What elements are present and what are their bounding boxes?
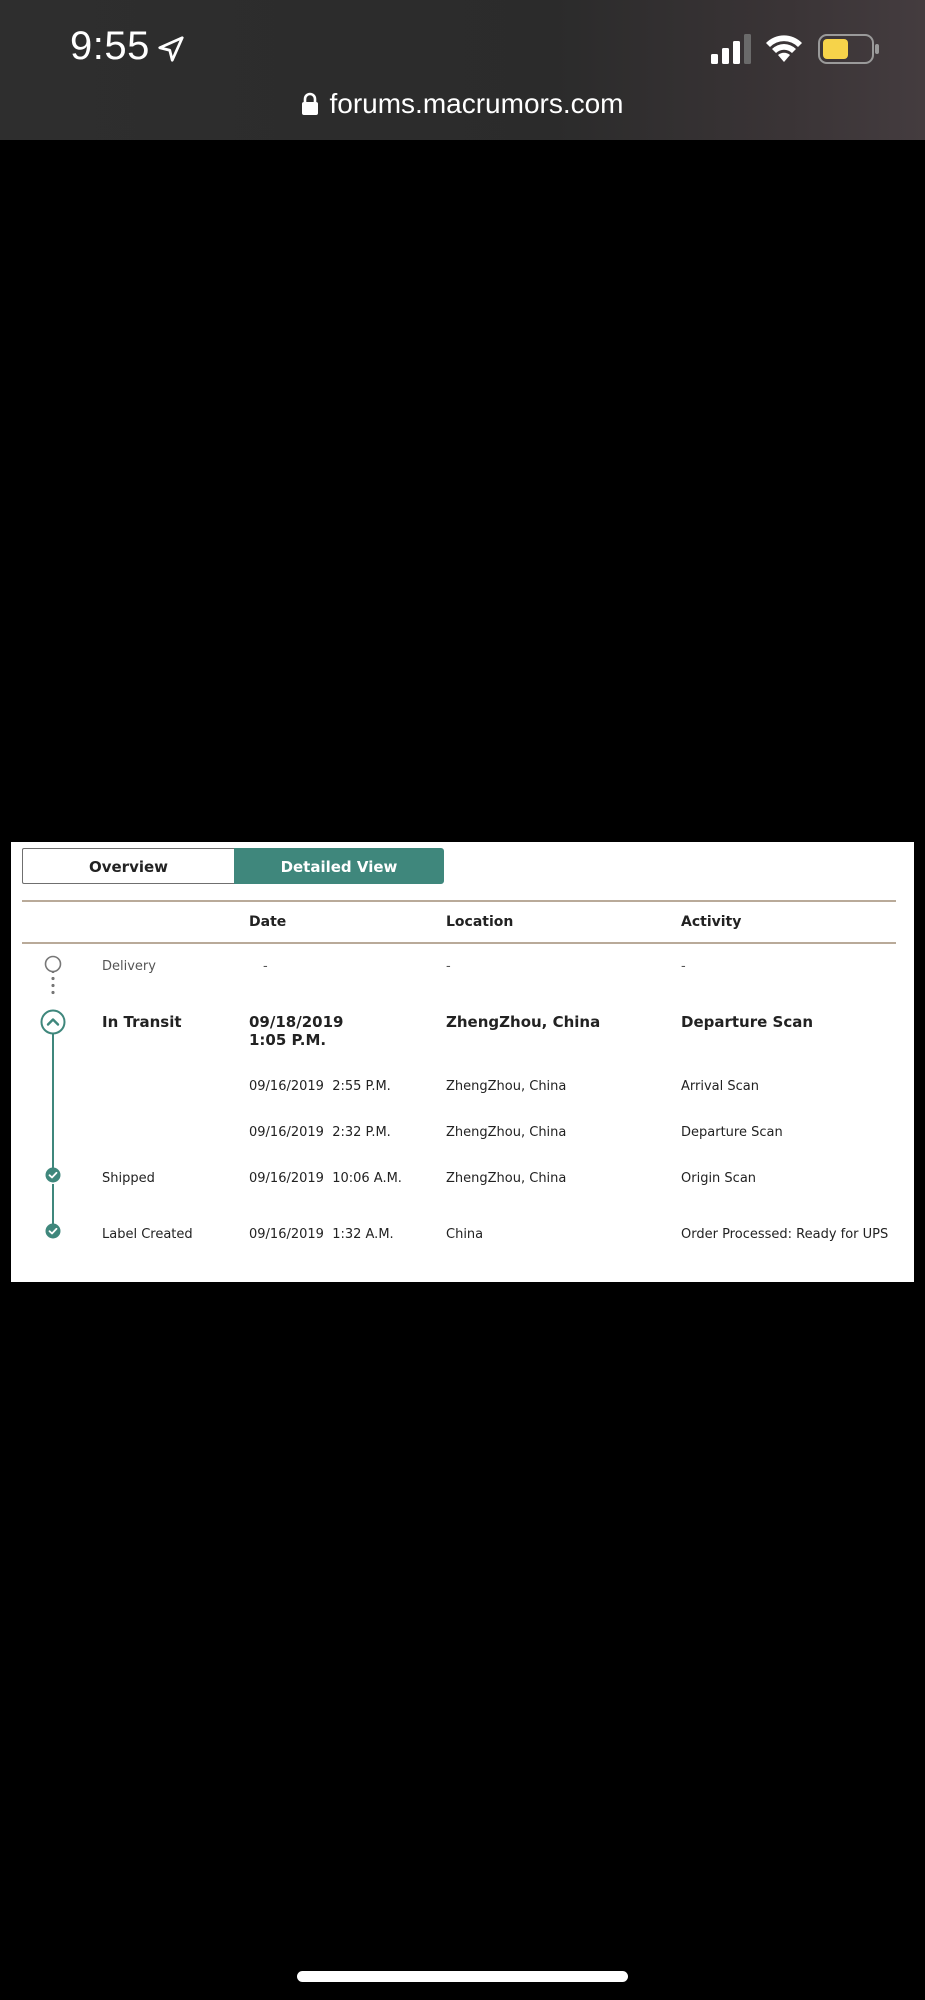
tracking-card <box>11 842 914 1282</box>
status-bar <box>0 0 925 140</box>
row-date: 09/16/2019 2:55 P.M. <box>249 1079 391 1094</box>
status-shipped: Shipped <box>102 1171 155 1186</box>
chevron-up-circle-icon[interactable] <box>40 1009 66 1035</box>
row-activity: - <box>681 959 686 974</box>
clock: 9:55 <box>70 24 150 68</box>
pending-circle-icon <box>44 955 62 973</box>
row-date: 09/16/2019 10:06 A.M. <box>249 1171 402 1186</box>
url-bar[interactable] <box>0 88 925 120</box>
row-activity: Departure Scan <box>681 1013 814 1031</box>
row-location: China <box>446 1227 484 1242</box>
status-delivery: Delivery <box>102 959 156 974</box>
row-location: ZhengZhou, China <box>446 1079 567 1094</box>
row-date: - <box>263 959 268 974</box>
header-activity: Activity <box>681 914 742 930</box>
location-arrow-icon <box>156 34 186 64</box>
status-label-created: Label Created <box>102 1227 193 1242</box>
battery-icon <box>818 34 880 64</box>
row-time: 1:05 P.M. <box>249 1031 327 1049</box>
row-activity: Departure Scan <box>681 1125 783 1140</box>
tab-detailed-view[interactable]: Detailed View <box>234 848 444 884</box>
lock-icon <box>301 92 319 116</box>
tab-overview[interactable]: Overview <box>22 848 234 884</box>
url-text: forums.macrumors.com <box>329 88 624 119</box>
status-in-transit: In Transit <box>102 1013 182 1031</box>
row-location: ZhengZhou, China <box>446 1171 567 1186</box>
row-location: - <box>446 959 451 974</box>
row-date: 09/16/2019 1:32 A.M. <box>249 1227 394 1242</box>
checkmark-circle-icon <box>45 1167 61 1183</box>
timeline-line <box>52 1022 54 1174</box>
home-indicator[interactable] <box>297 1971 628 1982</box>
row-activity: Arrival Scan <box>681 1079 759 1094</box>
wifi-icon <box>764 32 804 64</box>
header-date: Date <box>249 914 287 930</box>
row-location: ZhengZhou, China <box>446 1125 567 1140</box>
row-date: 09/18/2019 <box>249 1013 344 1031</box>
row-location: ZhengZhou, China <box>446 1013 601 1031</box>
row-date: 09/16/2019 2:32 P.M. <box>249 1125 391 1140</box>
header-location: Location <box>446 914 514 930</box>
view-tabs <box>22 848 444 886</box>
row-activity: Origin Scan <box>681 1171 757 1186</box>
cellular-signal-icon <box>711 34 753 64</box>
table-header-divider <box>22 942 896 944</box>
table-top-divider <box>22 900 896 902</box>
checkmark-circle-icon <box>45 1223 61 1239</box>
row-activity: Order Processed: Ready for UPS <box>681 1227 889 1242</box>
